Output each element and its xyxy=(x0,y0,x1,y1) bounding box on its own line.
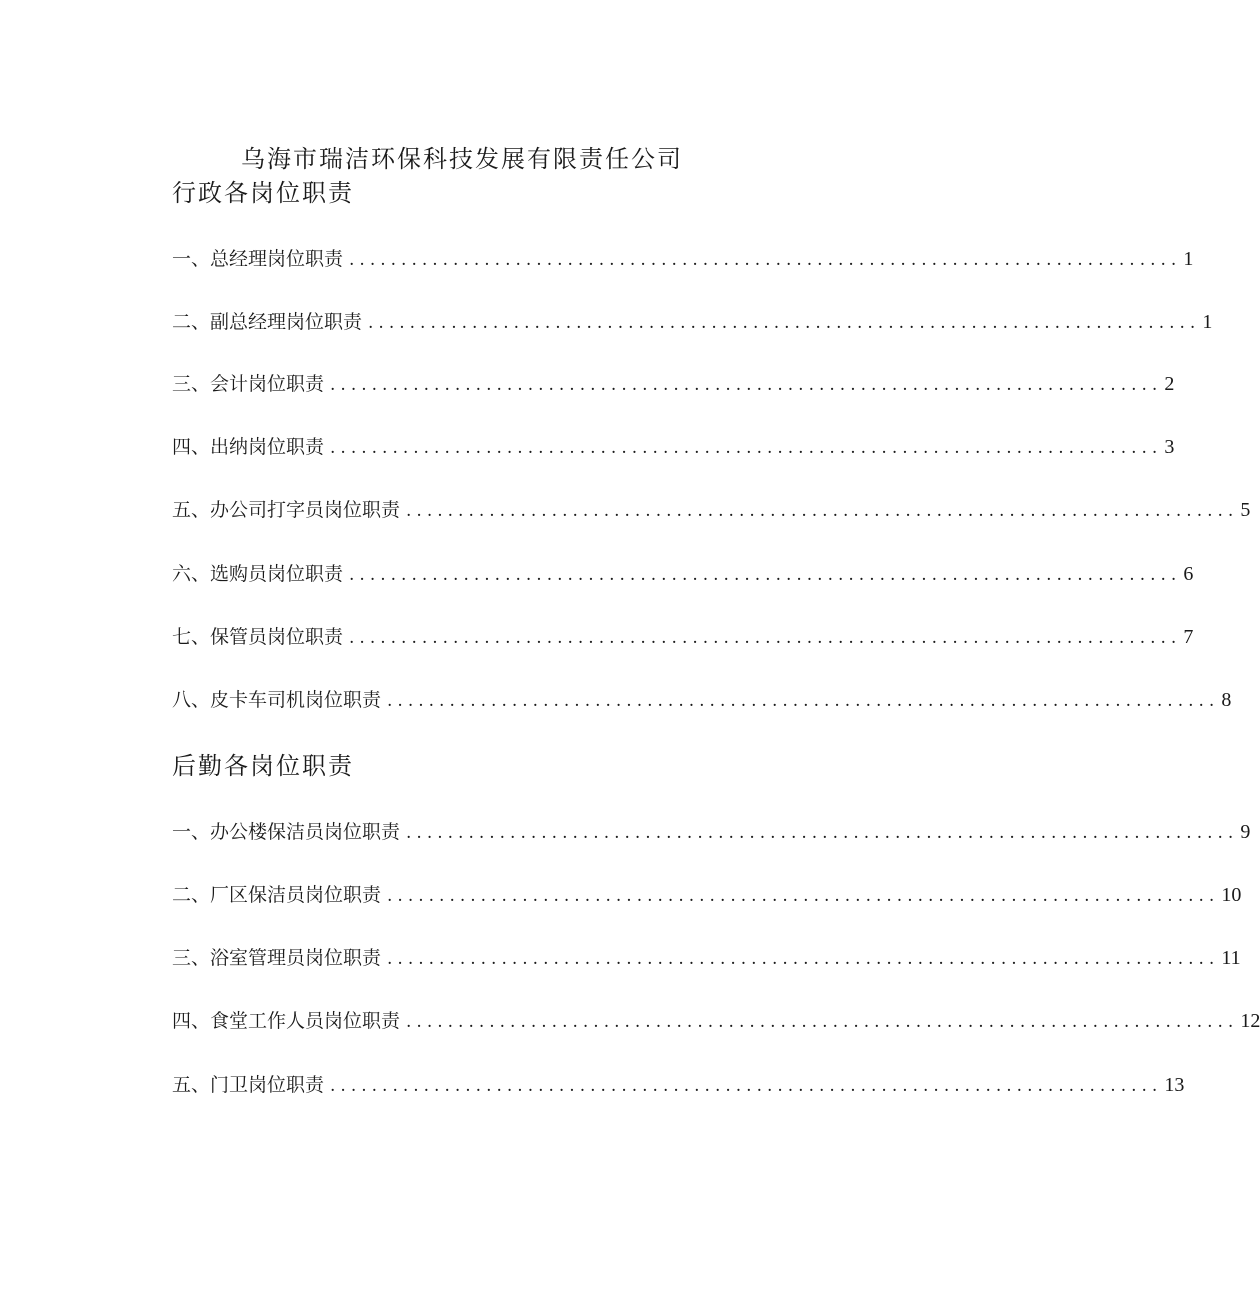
toc-entry-page: 12 xyxy=(1240,1010,1260,1032)
toc-leader-dots: ................................................................................ xyxy=(387,949,1220,969)
toc-leader-dots: ................................................................................ xyxy=(406,823,1239,843)
toc-entry-label: 六、选购员岗位职责 xyxy=(172,563,344,585)
toc-entry-label: 三、浴室管理员岗位职责 xyxy=(172,947,382,969)
toc-entry[interactable] xyxy=(172,244,1194,274)
toc-leader-dots: ................................................................................ xyxy=(387,691,1220,711)
toc-entry-page: 1 xyxy=(1183,248,1194,270)
toc-entry[interactable] xyxy=(172,307,1213,337)
toc-entry-label: 五、门卫岗位职责 xyxy=(172,1074,325,1096)
toc-leader-dots: ................................................................................ xyxy=(330,375,1163,395)
toc-entry-label: 二、厂区保洁员岗位职责 xyxy=(172,884,382,906)
toc-leader-dots: ................................................................................ xyxy=(330,438,1163,458)
toc-entry[interactable] xyxy=(172,1006,1260,1036)
toc-leader-dots: ................................................................................ xyxy=(349,250,1182,270)
toc-entry-label: 七、保管员岗位职责 xyxy=(172,626,344,648)
toc-entry[interactable] xyxy=(172,943,1241,973)
toc-entry-page: 5 xyxy=(1240,499,1251,521)
toc-entry-label: 八、皮卡车司机岗位职责 xyxy=(172,689,382,711)
toc-entry-page: 7 xyxy=(1183,626,1194,648)
section-heading-admin: 行政各岗位职责 xyxy=(172,179,354,207)
toc-entry-label: 一、总经理岗位职责 xyxy=(172,248,344,270)
toc-entry-page: 3 xyxy=(1164,436,1175,458)
section-heading-logistics: 后勤各岗位职责 xyxy=(172,752,354,780)
toc-entry-page: 6 xyxy=(1183,563,1194,585)
toc-entry[interactable] xyxy=(172,1070,1185,1100)
toc-entry[interactable] xyxy=(172,880,1242,910)
toc-entry[interactable] xyxy=(172,685,1232,715)
toc-entry-page: 13 xyxy=(1164,1074,1185,1096)
toc-entry-label: 五、办公司打字员岗位职责 xyxy=(172,499,401,521)
toc-entry[interactable] xyxy=(172,622,1194,652)
toc-leader-dots: ................................................................................ xyxy=(406,501,1239,521)
toc-entry[interactable] xyxy=(172,559,1194,589)
toc-entry-label: 三、会计岗位职责 xyxy=(172,373,325,395)
toc-entry[interactable] xyxy=(172,432,1175,462)
toc-entry-label: 四、出纳岗位职责 xyxy=(172,436,325,458)
company-title: 乌海市瑞洁环保科技发展有限责任公司 xyxy=(241,145,683,173)
toc-leader-dots: ................................................................................ xyxy=(349,628,1182,648)
toc-entry-page: 2 xyxy=(1164,373,1175,395)
toc-entry-label: 四、食堂工作人员岗位职责 xyxy=(172,1010,401,1032)
toc-entry-page: 9 xyxy=(1240,821,1251,843)
toc-entry-page: 11 xyxy=(1221,947,1241,969)
toc-entry[interactable] xyxy=(172,495,1251,525)
toc-entry-label: 一、办公楼保洁员岗位职责 xyxy=(172,821,401,843)
toc-entry-page: 8 xyxy=(1221,689,1232,711)
toc-leader-dots: ................................................................................ xyxy=(330,1076,1163,1096)
toc-leader-dots: ................................................................................ xyxy=(349,565,1182,585)
toc-entry[interactable] xyxy=(172,369,1175,399)
toc-leader-dots: ................................................................................ xyxy=(406,1012,1239,1032)
toc-entry[interactable] xyxy=(172,817,1251,847)
toc-entry-page: 10 xyxy=(1221,884,1242,906)
toc-leader-dots: ................................................................................ xyxy=(368,313,1201,333)
toc-entry-label: 二、副总经理岗位职责 xyxy=(172,311,363,333)
toc-entry-page: 1 xyxy=(1202,311,1213,333)
toc-leader-dots: ................................................................................ xyxy=(387,886,1220,906)
